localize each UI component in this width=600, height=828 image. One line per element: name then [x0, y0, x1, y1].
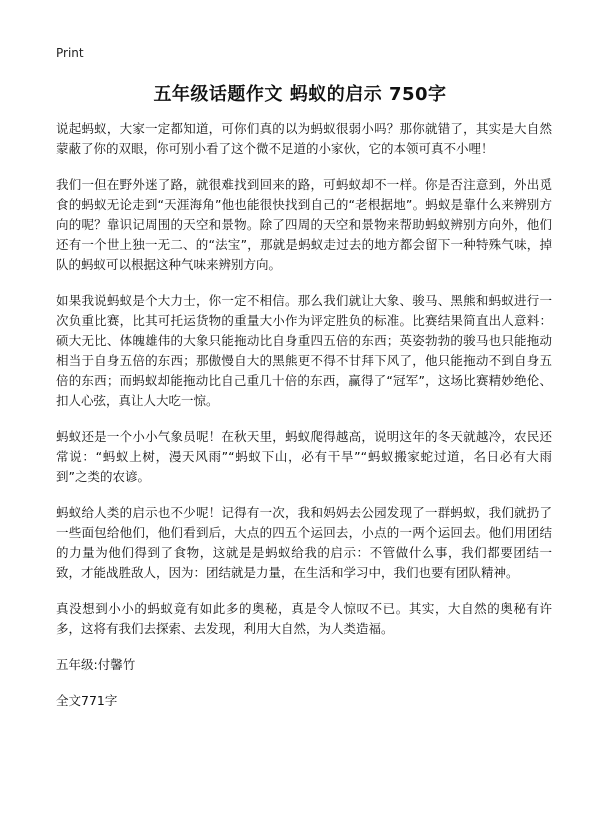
paragraph: 说起蚂蚁，大家一定都知道，可你们真的以为蚂蚁很弱小吗？那你就错了，其实是大自然蒙蔽了你的双眼，你可别小看了这个微不足道的小家伙，它的本领可真不小哩！ — [56, 121, 552, 156]
paragraph: 我们一但在野外迷了路，就很难找到回来的路，可蚂蚁却不一样。你是否注意到，外出觅食的蚂蚁无论走到“天涯海角”他也能很快找到自己的“老根据地”。蚂蚁是靠什么来辨别方向的呢？靠识记周围的天空和景物。除了四周的天空和景物来帮助蚂蚁辨别方向外，他们还有一个世上独一无二、的“法宝”，那就是蚂蚁走过去的地方都会留下一种特殊气味，掉队的蚂蚁可以根据这种气味来辨别方向。 — [56, 177, 552, 272]
paragraph: 蚂蚁还是一个小小气象员呢！在秋天里，蚂蚁爬得越高，说明这年的冬天就越冷，农民还常说：“蚂蚁上树，漫天风雨”“蚂蚁下山，必有干旱”“蚂蚁搬家蛇过道，名日必有大雨到”之类的农谚。 — [56, 429, 552, 484]
page-title: 五年级话题作文 蚂蚁的启示 750字 — [153, 84, 447, 105]
paragraph: 真没想到小小的蚂蚁竟有如此多的奥秘，真是令人惊叹不已。其实，大自然的奥秘有许多，这将有我们去探索、去发现，利用大自然，为人类造福。 — [56, 601, 552, 636]
author-line: 五年级:付馨竹 — [56, 657, 136, 672]
paragraph: 蚂蚁给人类的启示也不少呢！记得有一次，我和妈妈去公园发现了一群蚂蚁，我们就扔了一些面包给他们，他们看到后，大点的四五个运回去，小点的一两个运回去。他们用团结的力量为他们得到了食物，这就是是蚂蚁给我的启示：不管做什么事，我们都要团结一致，才能战胜敌人，因为：团结就是力量，在生活和学习中，我们也要有团队精神。 — [56, 505, 552, 580]
print-link[interactable]: Print — [56, 46, 84, 60]
paragraph: 如果我说蚂蚁是个大力士，你一定不相信。那么我们就让大象、骏马、黑熊和蚂蚁进行一次负重比赛，比其可托运货物的重量大小作为评定胜负的标准。比赛结果简直出人意料：硕大无比、体魄雄伟的大象只能拖动比自身重四五倍的东西；英姿勃勃的骏马也只能拖动相当于自身五倍的东西；那傲慢自大的黑熊更不得不甘拜下风了，他只能拖动不到自身五倍的东西；而蚂蚁却能拖动比自己重几十倍的东西，赢得了“冠军”，这场比赛精妙绝伦、扣人心弦，真让人大吃一惊。 — [56, 293, 552, 408]
article-body — [56, 119, 552, 711]
word-count: 全文771字 — [56, 693, 118, 708]
